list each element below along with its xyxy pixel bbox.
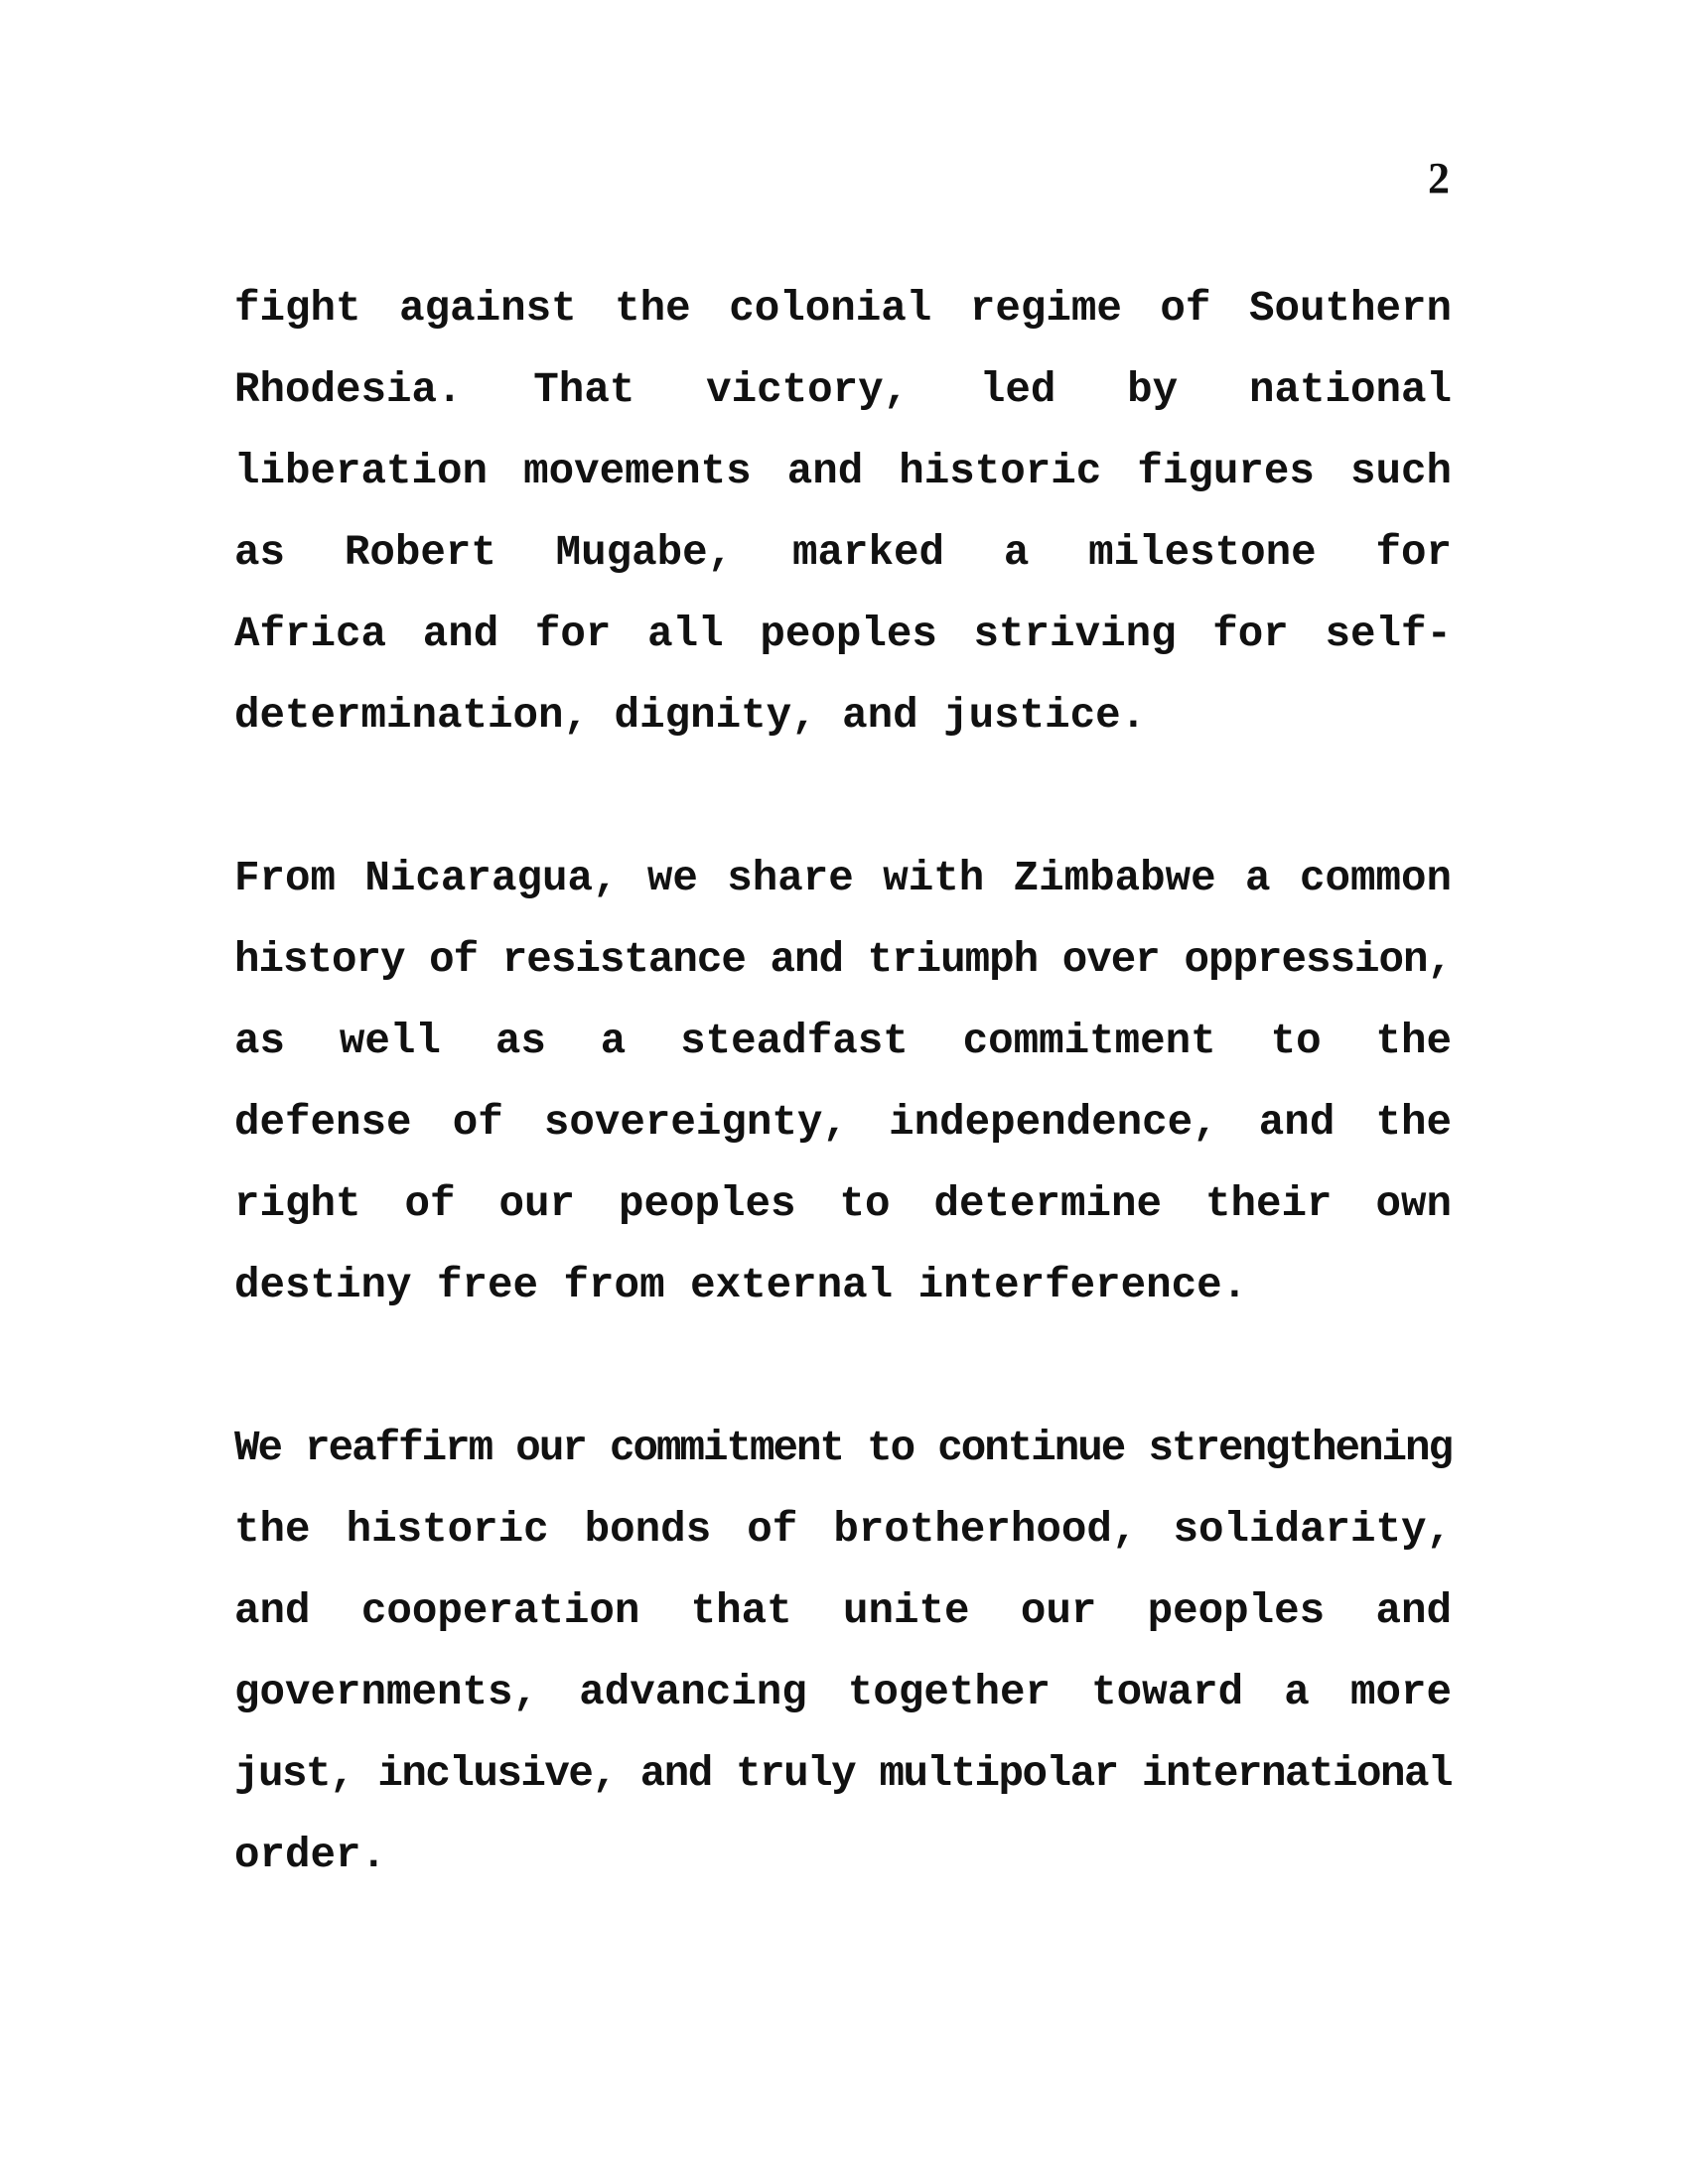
paragraph-line: determination, dignity, and justice. [234, 692, 1147, 740]
paragraph-3 [234, 1408, 1452, 1896]
paragraph-1 [234, 268, 1452, 756]
paragraph-line: and cooperation that unite our peoples and [234, 1587, 1452, 1635]
paragraph-line: Africa and for all peoples striving for self- [234, 611, 1452, 658]
paragraph-line: right of our peoples to determine their own [234, 1180, 1452, 1228]
paragraph-line: as Robert Mugabe, marked a milestone for [234, 529, 1452, 577]
paragraph-line: Rhodesia. That victory, led by national [234, 366, 1452, 414]
paragraph-2 [234, 838, 1452, 1326]
paragraph-line: as well as a steadfast commitment to the [234, 1018, 1452, 1065]
paragraph-line: history of resistance and triumph over oppression, [234, 936, 1452, 984]
document-body [234, 268, 1452, 1978]
paragraph-line: fight against the colonial regime of Southern [234, 285, 1452, 333]
paragraph-line: We reaffirm our commitment to continue strengthening [234, 1425, 1452, 1472]
paragraph-line: liberation movements and historic figures such [234, 448, 1452, 495]
paragraph-line: defense of sovereignty, independence, and the [234, 1099, 1452, 1147]
page-number: 2 [1428, 154, 1450, 203]
paragraph-line: governments, advancing together toward a more [234, 1669, 1452, 1716]
paragraph-line: From Nicaragua, we share with Zimbabwe a common [234, 855, 1452, 902]
paragraph-line: order. [234, 1832, 387, 1879]
paragraph-line: destiny free from external interference. [234, 1262, 1248, 1309]
paragraph-line: the historic bonds of brotherhood, solidarity, [234, 1506, 1452, 1554]
paragraph-line: just, inclusive, and truly multipolar international [234, 1750, 1452, 1798]
